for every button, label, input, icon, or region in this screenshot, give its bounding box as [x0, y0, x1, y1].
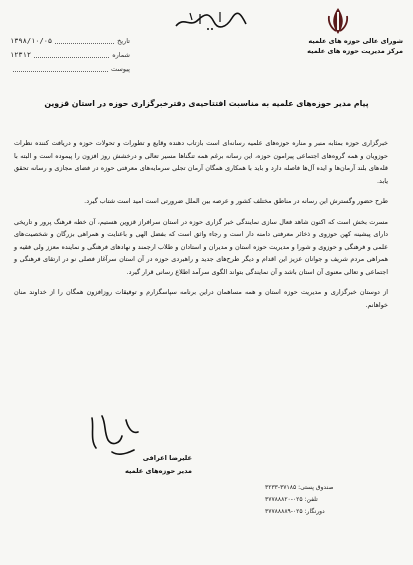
- footer-line: صندوق پستی: ۳۷۱۸۵-۳۲۳۳: [265, 484, 334, 491]
- number-label: شماره: [112, 51, 130, 59]
- letter-title: پیام مدیر حوزه‌های علمیه به مناسبت افتتاحیه‌ی دفترخبرگزاری حوزه در استان قزوین: [44, 99, 369, 108]
- contact-footer: [265, 482, 405, 518]
- attachment-label: پیوست: [111, 65, 130, 73]
- footer-line: دورنگار: ۰۲۵-۳۷۷۸۸۸۸۹: [265, 508, 325, 515]
- signer-position: مدیر حوزه‌های علمیه: [124, 467, 192, 475]
- paragraph: خبرگزاری حوزه بمثابه منبر و مناره حوزه‌های علمیه رسانه‌ای است بازتاب دهنده وقایع و تطورات و تحولات حوزه و دریافت کننده نظرات حوزویان و همه گروه‌های اجتماعی پیرامون حوزه، این رسانه برغم همه تنگناها مسیر تعالی و درخشش روز افزون را پیموده است و البته با قله‌های بلند آرمان‌ها و ایده آل‌ها فاصله دارد و باید با همکاری همگان آرمان تجلی سرمایه‌های معرفتی حوزه در فضای مجازی و رسانه تحقق یابد.: [14, 139, 388, 185]
- letter-body: [14, 137, 388, 319]
- date-row: [10, 34, 130, 48]
- seminary-emblem-icon: [325, 6, 351, 36]
- basmala-calligraphy: [170, 8, 250, 34]
- organization-name: شورای عالی حوزه های علمیه مرکز مدیریت حوزه های علمیه: [307, 37, 403, 55]
- letter-meta: [10, 34, 130, 76]
- date-label: تاریخ: [117, 37, 130, 45]
- paragraph: طرح حضور وگسترش این رسانه در مناطق مختلف کشور و عرصه بین الملل ضرورتی است امید است شتاب گیرد.: [84, 197, 388, 205]
- attachment-row: [10, 62, 130, 76]
- footer-line: تلفن: ۰۲۵-۳۷۷۸۸۸۲۰: [265, 496, 318, 503]
- date-value: ۱۳۹۸/۱۰/۰۵: [10, 37, 53, 45]
- signer-name: علیرضا اعرافی: [142, 454, 192, 462]
- paragraph: مسرت بخش است که اکنون شاهد فعال سازی نمایندگی خبر گزاری حوزه در استان سرافراز قزوین هستیم، آن خطه فرهنگ پرور و تاریخی دارای پیشینه کهن حوزوی و ذخائر معرفتی دامنه دار است و رجاء واثق است که بفضل الهی و باعنایت و همراهی بزرگان و شخصیت‌های علمی و فرهنگی و حوزوی و شورا و مدیریت حوزه استان و مدیران و استادان و طلاب ارجمند و نهادهای فرهنگی و نماینده معزز ولی فقیه و همراهی مردم شریف و جوانان عزیز این اقدام و دیگر طرح‌های جدید و راهبردی حوزه در آن استان سرآغاز فصلی نو در ارتقای فرهنگی و اجتماعی و تعالی معنوی آن استان باشد و آن نمایندگی بتواند الگوی سرآمد اطلاع رسانی قرار گیرد.: [14, 217, 388, 276]
- number-value: ۱۲۳۱۲: [10, 51, 32, 59]
- paragraph: از دوستان خبرگزاری و مدیریت حوزه استان و همه مساهمان دراین برنامه سپاسگزارم و توفیقات روزافزون همگان را از خداوند منان خواهانم.: [14, 288, 388, 309]
- signer-block: [72, 452, 192, 478]
- number-row: [10, 48, 130, 62]
